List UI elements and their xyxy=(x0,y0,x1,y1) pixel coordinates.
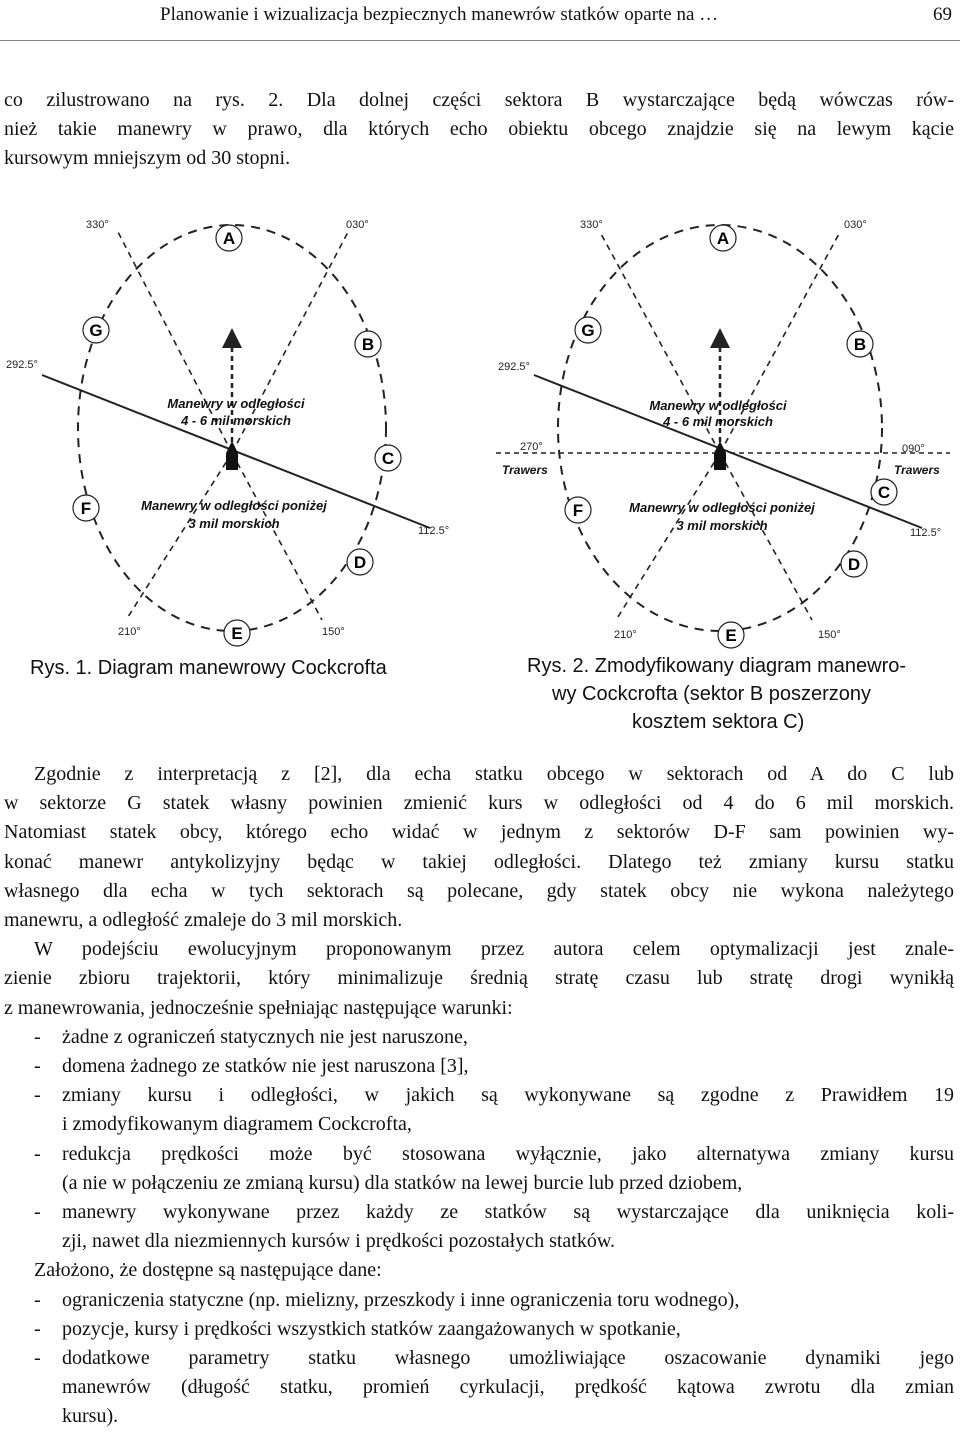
list-line: domena żadnego ze statków nie jest naruszona [3], xyxy=(62,1055,469,1078)
list-line: ograniczenia statyczne (np. mielizny, przeszkody i inne ograniczenia toru wodnego), xyxy=(62,1288,740,1311)
paragraph-line: Natomiast statek obcy, którego echo widać w jednym z sektorów D-F sam powinien wy- xyxy=(4,821,954,844)
own-ship-icon xyxy=(714,441,726,470)
sector-labels xyxy=(73,225,401,646)
trawers-left: Trawers xyxy=(502,463,548,477)
data-item xyxy=(4,1344,954,1432)
paragraph-line: W podejściu ewolucyjnym proponowanym przez autora celem optymalizacji jest znale- xyxy=(34,938,954,961)
own-ship-icon xyxy=(226,441,238,470)
paragraph-line: konać manewr antykolizyjny będąc w takiej odległości. Dlatego też zmiany kursu statku xyxy=(4,850,954,873)
caption-line: wy Cockcrofta (sektor B poszerzony xyxy=(552,683,871,705)
label-far-1: Manewry w odległości xyxy=(649,398,787,413)
condition-item xyxy=(4,1081,954,1139)
angle-150: 150° xyxy=(818,629,841,641)
angle-210: 210° xyxy=(118,626,141,638)
list-line: manewrów (długość statku, promień cyrkulacji, prędkość kątowa zwrotu dla zmian xyxy=(62,1376,954,1399)
list-line: kursu). xyxy=(62,1405,119,1428)
sector-f: F xyxy=(80,499,92,518)
paragraph-line: w sektorze G statek własny powinien zmienić kurs w odległości od 4 do 6 mil morskich. xyxy=(4,792,954,815)
page-number: 69 xyxy=(933,4,952,25)
intro-line: co zilustrowano na rys. 2. Dla dolnej części sektora B wystarczające będą wówczas rów- xyxy=(4,89,954,111)
angle-112: 112.5° xyxy=(418,525,450,537)
label-near-1: Manewry w odległości poniżej xyxy=(629,500,815,515)
angle-210: 210° xyxy=(614,629,637,641)
list-line: i zmodyfikowanym diagramem Cockcrofta, xyxy=(62,1113,412,1136)
label-far-2: 4 - 6 mil morskich xyxy=(181,413,291,428)
label-near-2: 3 mil morskich xyxy=(676,518,768,533)
angle-330: 330° xyxy=(580,219,603,231)
angle-292: 292.5° xyxy=(498,361,530,373)
list-line: dodatkowe parametry statku własnego umożliwiające oszacowanie dynamiki jego xyxy=(62,1347,954,1370)
sector-d: D xyxy=(353,553,367,572)
trawers-right: Trawers xyxy=(894,463,940,477)
list-line: zji, nawet dla niezmiennych kursów i prędkości pozostałych statków. xyxy=(62,1230,615,1253)
list-line: pozycje, kursy i prędkości wszystkich statków zaangażowanych w spotkanie, xyxy=(62,1317,681,1340)
caption-text: Rys. 1. Diagram manewrowy Cockcrofta xyxy=(30,657,387,679)
paragraph-line: własnego dla echa w tych sektorach są polecane, gdy statek obcy nie wykona należytego xyxy=(4,879,954,902)
paragraph-line: Założono, że dostępne są następujące dane: xyxy=(34,1259,382,1282)
list-line: redukcja prędkości może być stosowana wyłącznie, jako alternatywa zmiany kursu xyxy=(62,1142,954,1165)
sector-e: E xyxy=(231,624,243,643)
angle-150: 150° xyxy=(322,626,345,638)
data-item xyxy=(4,1286,954,1315)
label-near-1: Manewry w odległości poniżej xyxy=(141,498,327,513)
list-line: żadne z ograniczeń statycznych nie jest naruszone, xyxy=(62,1025,468,1048)
caption-line: Rys. 2. Zmodyfikowany diagram manewro- xyxy=(527,655,907,677)
list-dash: - xyxy=(34,1142,41,1165)
sector-b: B xyxy=(361,335,375,354)
sector-c: C xyxy=(381,449,395,468)
running-header xyxy=(0,0,960,41)
paragraph-line: z manewrowania, jednocześnie spełniając następujące warunki: xyxy=(4,996,513,1019)
angle-330: 330° xyxy=(86,219,109,231)
figure-1-cockcroft-diagram xyxy=(0,210,470,650)
sector-g: G xyxy=(89,321,103,340)
sector-a: A xyxy=(716,229,730,248)
list-dash: - xyxy=(34,1347,41,1370)
sector-e: E xyxy=(725,626,737,645)
list-dash: - xyxy=(34,1055,41,1078)
sector-g: G xyxy=(581,321,595,340)
sector-a: A xyxy=(222,229,236,248)
angle-112: 112.5° xyxy=(910,527,942,539)
label-far-2: 4 - 6 mil morskich xyxy=(663,414,773,429)
paragraph-line: zienie zbioru trajektorii, który minimalizuje średnią stratę czasu lub stratę drogi wynikłą xyxy=(4,967,954,990)
angle-030: 030° xyxy=(844,219,867,231)
intro-line: kursowym mniejszym od 30 stopni. xyxy=(4,147,291,169)
figure-2-modified-cockcroft-diagram xyxy=(490,210,960,650)
label-near-2: 3 mil morskich xyxy=(188,516,280,531)
body-text xyxy=(4,760,954,1432)
list-dash: - xyxy=(34,1317,41,1340)
angle-090: 090° xyxy=(902,443,925,455)
sector-c: C xyxy=(877,483,891,502)
sector-f: F xyxy=(572,501,584,520)
paragraph-line: manewru, a odległość zmaleje do 3 mil morskich. xyxy=(4,909,403,932)
intro-line: nież takie manewry w prawo, dla których echo obiektu obcego znajdzie się na lewym kącie xyxy=(4,118,954,140)
list-dash: - xyxy=(34,1201,41,1224)
label-far-1: Manewry w odległości xyxy=(167,396,305,411)
list-dash: - xyxy=(34,1288,41,1311)
list-line: manewry wykonywane przez każdy ze statków są wystarczające dla uniknięcia koli- xyxy=(62,1201,954,1224)
condition-item xyxy=(4,1198,954,1256)
condition-item xyxy=(4,1140,954,1198)
sector-b: B xyxy=(853,335,867,354)
list-dash: - xyxy=(34,1025,41,1048)
intro-paragraph xyxy=(4,86,954,173)
caption-line: kosztem sektora C) xyxy=(632,711,805,733)
data-item xyxy=(4,1315,954,1344)
angle-270: 270° xyxy=(520,441,543,453)
angle-030: 030° xyxy=(346,219,369,231)
paragraph-line: Zgodnie z interpretacją z [2], dla echa statku obcego w sektorach od A do C lub xyxy=(34,763,954,785)
list-line: (a nie w połączeniu ze zmianą kursu) dla statków na lewej burcie lub przed dziobem, xyxy=(62,1171,743,1194)
angle-292: 292.5° xyxy=(6,359,38,371)
condition-item xyxy=(4,1052,954,1081)
sector-d: D xyxy=(847,555,861,574)
figure-2-caption xyxy=(527,652,947,736)
sector-labels xyxy=(565,225,897,648)
list-dash: - xyxy=(34,1084,41,1107)
figure-1-caption xyxy=(30,654,387,682)
header-title: Planowanie i wizualizacja bezpiecznych manewrów statków oparte na … xyxy=(160,4,719,25)
list-line: zmiany kursu i odległości, w jakich są wykonywane są zgodne z Prawidłem 19 xyxy=(62,1084,954,1107)
condition-item xyxy=(4,1023,954,1052)
